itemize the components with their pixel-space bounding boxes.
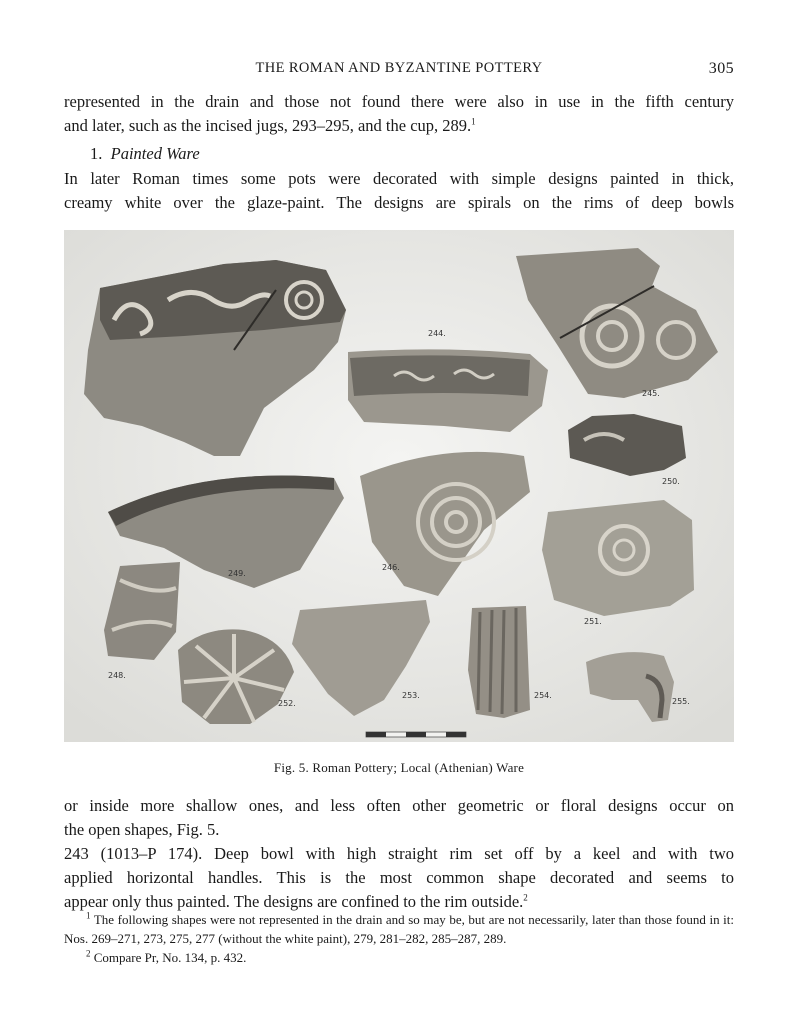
footnotes (64, 910, 734, 967)
label-244: 244. (428, 329, 446, 338)
paragraph-line (64, 114, 734, 138)
label-255: 255. (672, 697, 690, 706)
footnote-text: The following shapes were not represented in the drain and so may be, but are not necessarily, later than those found in it: Nos. 269–271, 273, 275, 277 (without the white paint), 279, 281–282, 285–287, 289. (64, 912, 735, 946)
paragraph-line: or inside more shallow ones, and less often other geometric or floral designs occur on (64, 796, 734, 815)
footnote-2 (64, 948, 734, 967)
footnote-ref: 1 (471, 116, 476, 127)
paragraph-painted-ware (64, 167, 734, 215)
running-title: THE ROMAN AND BYZANTINE POTTERY (255, 60, 543, 76)
scale-bar (366, 732, 466, 737)
section-heading (90, 144, 200, 164)
label-248: 248. (108, 671, 126, 680)
label-251: 251. (584, 617, 602, 626)
pottery-photograph (64, 230, 734, 742)
label-253: 253. (402, 691, 420, 700)
footnote-mark: 2 (86, 948, 91, 959)
label-254: 254. (534, 691, 552, 700)
label-245: 245. (642, 389, 660, 398)
footnote-mark: 1 (86, 910, 91, 921)
paragraph-line: 243 (1013–P 174). Deep bowl with high straight rim set off by a keel and with two (64, 844, 734, 863)
footnote-ref: 2 (523, 892, 528, 903)
paragraph-line-text: and later, such as the incised jugs, 293–295, and the cup, 289. (64, 116, 472, 135)
label-250: 250. (662, 477, 680, 486)
label-252: 252. (278, 699, 296, 708)
figure-caption: Fig. 5. Roman Pottery; Local (Athenian) Ware (273, 760, 525, 775)
paragraph-intro (64, 90, 734, 138)
running-head (64, 60, 734, 82)
label-246: 246. (382, 563, 400, 572)
footnote-text: Compare Pr, No. 134, p. 432. (93, 950, 247, 965)
paragraph-continued (64, 794, 734, 914)
paragraph-line: represented in the drain and those not found there were also in use in the fifth century (64, 92, 734, 111)
paragraph-line: In later Roman times some pots were decorated with simple designs painted in thick, (64, 169, 734, 188)
pottery-fragments-image (64, 230, 734, 742)
page-number: 305 (708, 60, 734, 77)
paragraph-line-text: appear only thus painted. The designs are confined to the rim outside. (64, 892, 524, 911)
paragraph-line: applied horizontal handles. This is the most common shape decorated and seems to (64, 868, 734, 887)
label-249: 249. (228, 569, 246, 578)
paragraph-line: the open shapes, Fig. 5. (64, 820, 220, 839)
section-number: 1. (90, 144, 103, 163)
section-title: Painted Ware (110, 144, 200, 163)
footnote-1 (64, 910, 734, 948)
paragraph-line: creamy white over the glaze-paint. The designs are spirals on the rims of deep bowls (64, 193, 734, 212)
